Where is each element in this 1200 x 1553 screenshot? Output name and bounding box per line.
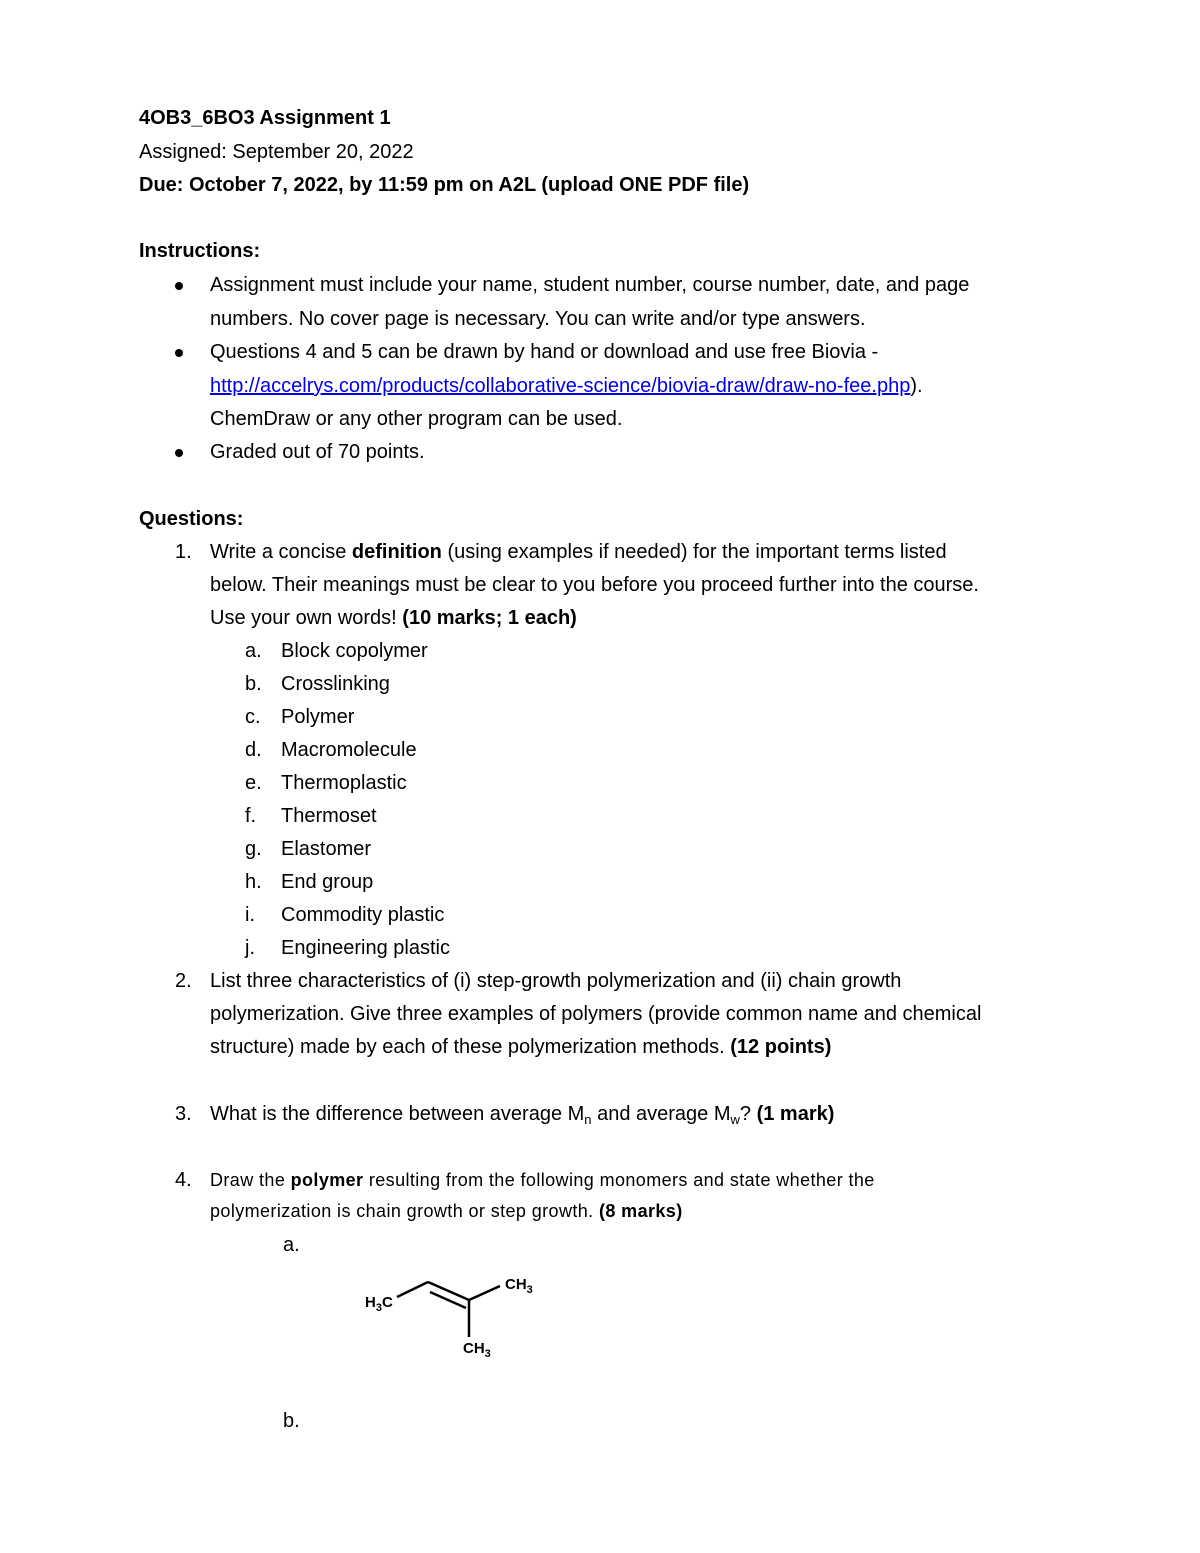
- term-letter: e.: [245, 772, 262, 794]
- instruction-2-line-2: [210, 374, 923, 398]
- bullet-icon: [175, 449, 183, 457]
- term-item: Elastomer: [281, 838, 372, 860]
- term-item: Macromolecule: [281, 739, 417, 761]
- term-letter: j.: [245, 937, 255, 959]
- double-bond-outer: [428, 1282, 469, 1300]
- term-letter: h.: [245, 871, 262, 893]
- questions-heading: Questions:: [139, 508, 244, 530]
- atom-label-right: $CH_3$: [505, 1276, 533, 1296]
- instruction-2-line-3: ChemDraw or any other program can be used.: [210, 408, 623, 430]
- term-letter: f.: [245, 805, 257, 827]
- question-2-number: 2.: [175, 970, 192, 992]
- term-letter: g.: [245, 838, 262, 860]
- term-letter: a.: [245, 640, 262, 662]
- question-1-line-2: below. Their meanings must be clear to you before you proceed further into the course.: [210, 574, 979, 596]
- question-4-line-1: Draw the polymer resulting from the following monomers and state whether the: [210, 1170, 875, 1190]
- question-2-line-1: List three characteristics of (i) step-growth polymerization and (ii) chain growth: [210, 970, 902, 992]
- assigned-date: Assigned: September 20, 2022: [139, 141, 414, 163]
- monomer-structure-a: [355, 1265, 555, 1365]
- bond: [469, 1286, 500, 1300]
- atom-label-bottom: $CH_3$: [463, 1340, 491, 1360]
- term-letter: i.: [245, 904, 255, 926]
- instructions-heading: Instructions:: [139, 240, 261, 262]
- term-item: Crosslinking: [281, 673, 390, 695]
- assignment-title: 4OB3_6BO3 Assignment 1: [139, 107, 391, 129]
- atom-label-left: $H_3C$: [365, 1294, 393, 1314]
- question-1-number: 1.: [175, 541, 192, 563]
- link-close-paren: ).: [910, 375, 923, 397]
- instruction-2-line-1: Questions 4 and 5 can be drawn by hand or download and use free Biovia -: [210, 341, 879, 363]
- instruction-1-line-1: Assignment must include your name, student number, course number, date, and page: [210, 274, 970, 296]
- term-letter: b.: [245, 673, 262, 695]
- term-letter: c.: [245, 706, 261, 728]
- term-letter: d.: [245, 739, 262, 761]
- bullet-icon: [175, 349, 183, 357]
- biovia-download-link[interactable]: http://accelrys.com/products/collaborative-science/biovia-draw/draw-no-fee.php: [210, 375, 911, 397]
- term-item: Polymer: [281, 706, 355, 728]
- term-item: Thermoset: [281, 805, 377, 827]
- question-2-line-3: structure) made by each of these polymerization methods. (12 points): [210, 1036, 832, 1058]
- question-1-line-3: Use your own words! (10 marks; 1 each): [210, 607, 577, 629]
- double-bond-inner: [430, 1292, 466, 1308]
- question-3-number: 3.: [175, 1103, 192, 1125]
- instruction-1-line-2: numbers. No cover page is necessary. You can write and/or type answers.: [210, 308, 866, 330]
- due-date: Due: October 7, 2022, by 11:59 pm on A2L (upload ONE PDF file): [139, 174, 750, 196]
- term-item: Commodity plastic: [281, 904, 445, 926]
- bond: [397, 1282, 428, 1297]
- question-3-text: What is the difference between average $M_n$ and average $M_w$? (1 mark): [210, 1103, 835, 1127]
- bullet-icon: [175, 282, 183, 290]
- question-1-line-1: Write a concise definition (using examples if needed) for the important terms listed: [210, 541, 947, 563]
- question-2-line-2: polymerization. Give three examples of polymers (provide common name and chemical: [210, 1003, 982, 1025]
- term-item: Thermoplastic: [281, 772, 407, 794]
- question-4-part-b: b.: [283, 1410, 300, 1432]
- question-4-part-a: a.: [283, 1234, 300, 1256]
- term-item: End group: [281, 871, 374, 893]
- question-4-line-2: polymerization is chain growth or step growth. (8 marks): [210, 1201, 683, 1221]
- term-item: Engineering plastic: [281, 937, 450, 959]
- term-item: Block copolymer: [281, 640, 428, 662]
- instruction-3: Graded out of 70 points.: [210, 441, 425, 463]
- question-4-number: 4.: [175, 1169, 192, 1191]
